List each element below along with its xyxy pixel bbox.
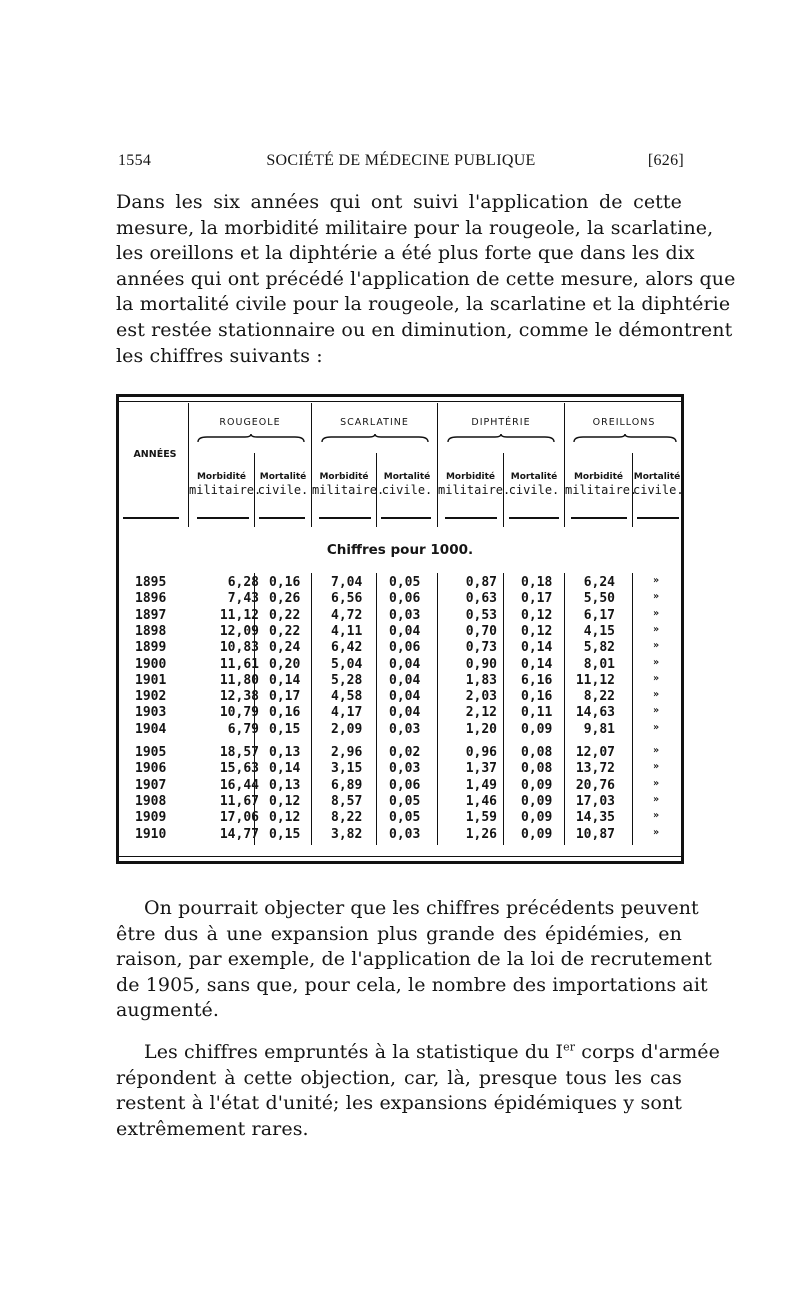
cell-scarlatine-mortalite: 0,06 bbox=[389, 777, 421, 793]
text-line: augmenté. bbox=[116, 999, 220, 1022]
cell-rougeole-morbidite: 11,61 bbox=[219, 656, 259, 672]
superscript: er bbox=[563, 1040, 576, 1054]
subheader-label: Mortalité bbox=[259, 472, 307, 482]
cell-oreillons-morbidite: 5,50 bbox=[583, 591, 615, 607]
subheader-label: Mortalité bbox=[633, 472, 681, 482]
cell-oreillons-mortalite: » bbox=[653, 640, 660, 652]
header-rule bbox=[197, 517, 249, 519]
group-header-diphterie: DIPHTÉRIE bbox=[471, 417, 531, 428]
paragraph-intro bbox=[116, 190, 736, 369]
cell-year: 1900 bbox=[135, 656, 167, 672]
cell-year: 1905 bbox=[135, 745, 167, 760]
cell-scarlatine-mortalite: 0,06 bbox=[389, 591, 421, 607]
table-unit-caption: Chiffres pour 1000. bbox=[326, 542, 474, 558]
cell-oreillons-morbidite: 11,12 bbox=[575, 672, 615, 688]
subheader-label: Morbidité bbox=[196, 472, 247, 482]
table-row bbox=[119, 640, 681, 656]
cell-diphterie-mortalite: 0,11 bbox=[521, 705, 553, 721]
cell-scarlatine-morbidite: 6,42 bbox=[331, 640, 363, 656]
cell-year: 1907 bbox=[135, 777, 167, 793]
cell-year: 1908 bbox=[135, 793, 167, 809]
cell-rougeole-morbidite: 15,63 bbox=[219, 761, 259, 777]
cell-scarlatine-morbidite: 4,11 bbox=[331, 623, 363, 639]
cell-oreillons-morbidite: 9,81 bbox=[583, 721, 615, 737]
text-fragment: corps d'armée bbox=[575, 1041, 720, 1063]
cell-scarlatine-mortalite: 0,02 bbox=[389, 745, 421, 760]
cell-oreillons-mortalite: » bbox=[653, 607, 660, 619]
cell-diphterie-mortalite: 0,16 bbox=[521, 689, 553, 705]
group-header-rougeole: ROUGEOLE bbox=[219, 417, 281, 428]
subheader-morbidite-diphterie bbox=[438, 471, 511, 497]
subheader-label: Morbidité bbox=[445, 472, 496, 482]
cell-oreillons-mortalite: » bbox=[653, 672, 660, 684]
cell-diphterie-morbidite: 1,26 bbox=[465, 826, 497, 842]
cell-scarlatine-mortalite: 0,03 bbox=[389, 607, 421, 623]
header-rule bbox=[509, 517, 559, 519]
running-title: SOCIÉTÉ DE MÉDECINE PUBLIQUE bbox=[266, 152, 536, 169]
cell-rougeole-mortalite: 0,24 bbox=[269, 640, 301, 656]
cell-scarlatine-morbidite: 4,58 bbox=[331, 689, 363, 705]
table-row bbox=[119, 778, 681, 794]
cell-oreillons-mortalite: » bbox=[653, 810, 660, 822]
subheader-label: Mortalité bbox=[383, 472, 431, 482]
text-line: raison, par exemple, de l'application de la loi de recrutement bbox=[116, 948, 712, 971]
header-rule bbox=[571, 517, 627, 519]
subheader-label: Morbidité bbox=[319, 472, 369, 482]
cell-oreillons-mortalite: » bbox=[653, 705, 660, 717]
cell-oreillons-morbidite: 12,07 bbox=[575, 745, 615, 760]
cell-rougeole-mortalite: 0,14 bbox=[269, 672, 301, 688]
cell-oreillons-mortalite: » bbox=[653, 689, 660, 701]
cell-oreillons-mortalite: » bbox=[653, 623, 660, 635]
cell-scarlatine-morbidite: 3,15 bbox=[331, 761, 363, 777]
header-rule bbox=[123, 517, 179, 519]
table-row bbox=[119, 827, 681, 843]
cell-scarlatine-morbidite: 2,09 bbox=[331, 721, 363, 737]
cell-oreillons-mortalite: » bbox=[653, 575, 660, 586]
cell-rougeole-morbidite: 12,38 bbox=[219, 689, 259, 705]
cell-oreillons-morbidite: 8,22 bbox=[583, 689, 615, 705]
cell-oreillons-morbidite: 14,35 bbox=[575, 810, 615, 826]
cell-diphterie-morbidite: 1,20 bbox=[465, 721, 497, 737]
cell-rougeole-mortalite: 0,26 bbox=[269, 591, 301, 607]
cell-rougeole-mortalite: 0,15 bbox=[269, 826, 301, 842]
cell-diphterie-mortalite: 0,12 bbox=[521, 607, 553, 623]
table-row bbox=[119, 705, 681, 721]
cell-scarlatine-morbidite: 4,72 bbox=[331, 607, 363, 623]
cell-scarlatine-mortalite: 0,03 bbox=[389, 826, 421, 842]
cell-scarlatine-morbidite: 6,89 bbox=[331, 777, 363, 793]
page-reference: [626] bbox=[647, 152, 684, 169]
cell-rougeole-mortalite: 0,13 bbox=[269, 745, 301, 760]
cell-scarlatine-mortalite: 0,03 bbox=[389, 761, 421, 777]
group-header-oreillons: OREILLONS bbox=[592, 417, 656, 428]
text-line: mesure, la morbidité militaire pour la rougeole, la scarlatine, bbox=[116, 216, 714, 239]
table-inner-bottom-rule bbox=[119, 856, 681, 857]
cell-diphterie-mortalite: 0,08 bbox=[521, 745, 553, 760]
cell-oreillons-mortalite: » bbox=[653, 761, 660, 773]
cell-year: 1899 bbox=[135, 640, 167, 656]
cell-oreillons-morbidite: 6,24 bbox=[583, 575, 615, 590]
cell-oreillons-morbidite: 17,03 bbox=[575, 793, 615, 809]
paragraph-response bbox=[116, 1040, 720, 1142]
cell-year: 1906 bbox=[135, 761, 167, 777]
cell-oreillons-morbidite: 4,15 bbox=[583, 623, 615, 639]
cell-oreillons-mortalite: » bbox=[653, 793, 660, 805]
cell-scarlatine-mortalite: 0,04 bbox=[389, 672, 421, 688]
text-line: On pourrait objecter que les chiffres précédents peuvent bbox=[144, 897, 699, 919]
cell-diphterie-morbidite: 0,63 bbox=[465, 591, 497, 607]
cell-oreillons-mortalite: » bbox=[653, 721, 660, 733]
header-rule bbox=[445, 517, 497, 519]
text-line: restent à l'état d'unité; les expansions épidémiques y sont bbox=[116, 1092, 682, 1115]
cell-scarlatine-mortalite: 0,06 bbox=[389, 640, 421, 656]
cell-year: 1902 bbox=[135, 689, 167, 705]
cell-year: 1898 bbox=[135, 623, 167, 639]
subheader-morbidite-rougeole bbox=[189, 471, 262, 497]
text-line: être dus à une expansion plus grande des épidémies, en bbox=[116, 922, 682, 945]
cell-diphterie-mortalite: 0,09 bbox=[521, 721, 553, 737]
header-rule bbox=[637, 517, 679, 519]
cell-rougeole-morbidite: 11,80 bbox=[219, 672, 259, 688]
subheader-label: militaire. bbox=[312, 483, 385, 497]
cell-scarlatine-mortalite: 0,04 bbox=[389, 656, 421, 672]
cell-diphterie-mortalite: 0,09 bbox=[521, 826, 553, 842]
cell-rougeole-morbidite: 10,79 bbox=[219, 705, 259, 721]
subheader-mortalite-rougeole bbox=[255, 471, 311, 497]
cell-rougeole-morbidite: 18,57 bbox=[219, 745, 259, 760]
cell-rougeole-mortalite: 0,15 bbox=[269, 721, 301, 737]
cell-rougeole-mortalite: 0,17 bbox=[269, 689, 301, 705]
subheader-label: Morbidité bbox=[573, 472, 624, 482]
cell-year: 1895 bbox=[135, 575, 167, 590]
table-row bbox=[119, 745, 681, 761]
cell-year: 1897 bbox=[135, 607, 167, 623]
cell-rougeole-mortalite: 0,12 bbox=[269, 793, 301, 809]
cell-scarlatine-morbidite: 8,57 bbox=[331, 793, 363, 809]
cell-diphterie-mortalite: 0,12 bbox=[521, 623, 553, 639]
cell-rougeole-morbidite: 16,44 bbox=[219, 777, 259, 793]
subheader-label: civile. bbox=[381, 483, 433, 497]
cell-oreillons-mortalite: » bbox=[653, 745, 660, 756]
cell-scarlatine-morbidite: 3,82 bbox=[331, 826, 363, 842]
text-line: Dans les six années qui ont suivi l'application de cette bbox=[116, 191, 682, 213]
cell-rougeole-morbidite: 11,67 bbox=[219, 793, 259, 809]
cell-diphterie-mortalite: 0,18 bbox=[521, 575, 553, 590]
brace-icon bbox=[321, 433, 429, 443]
text-line: années qui ont précédé l'application de cette mesure, alors que bbox=[116, 267, 736, 290]
cell-rougeole-mortalite: 0,22 bbox=[269, 607, 301, 623]
table-row bbox=[119, 794, 681, 810]
cell-diphterie-mortalite: 0,14 bbox=[521, 640, 553, 656]
header-rule bbox=[259, 517, 305, 519]
cell-scarlatine-mortalite: 0,05 bbox=[389, 793, 421, 809]
cell-rougeole-morbidite: 6,79 bbox=[227, 721, 259, 737]
cell-diphterie-morbidite: 0,96 bbox=[465, 745, 497, 760]
cell-diphterie-mortalite: 0,14 bbox=[521, 656, 553, 672]
table-inner-top-rule bbox=[119, 401, 681, 402]
table-row bbox=[119, 722, 681, 738]
cell-year: 1910 bbox=[135, 826, 167, 842]
cell-rougeole-morbidite: 17,06 bbox=[219, 810, 259, 826]
text-fragment: Les chiffres empruntés à la statistique du I bbox=[144, 1041, 564, 1063]
cell-diphterie-mortalite: 6,16 bbox=[521, 672, 553, 688]
cell-scarlatine-morbidite: 5,28 bbox=[331, 672, 363, 688]
cell-rougeole-mortalite: 0,12 bbox=[269, 810, 301, 826]
subheader-label: militaire. bbox=[438, 483, 511, 497]
table-row bbox=[119, 689, 681, 705]
subheader-label: civile. bbox=[633, 483, 684, 497]
cell-oreillons-morbidite: 14,63 bbox=[575, 705, 615, 721]
cell-rougeole-mortalite: 0,14 bbox=[269, 761, 301, 777]
cell-oreillons-mortalite: » bbox=[653, 777, 660, 789]
cell-diphterie-morbidite: 0,53 bbox=[465, 607, 497, 623]
cell-rougeole-morbidite: 6,28 bbox=[227, 575, 259, 590]
table-row bbox=[119, 624, 681, 640]
subheader-label: civile. bbox=[508, 483, 560, 497]
subheader-label: militaire. bbox=[565, 483, 638, 497]
cell-scarlatine-morbidite: 4,17 bbox=[331, 705, 363, 721]
cell-oreillons-mortalite: » bbox=[653, 826, 660, 838]
cell-diphterie-morbidite: 1,37 bbox=[465, 761, 497, 777]
cell-scarlatine-mortalite: 0,04 bbox=[389, 689, 421, 705]
subheader-morbidite-oreillons bbox=[565, 471, 638, 497]
cell-scarlatine-morbidite: 2,96 bbox=[331, 745, 363, 760]
table-row bbox=[119, 591, 681, 607]
cell-year: 1903 bbox=[135, 705, 167, 721]
cell-rougeole-mortalite: 0,20 bbox=[269, 656, 301, 672]
cell-diphterie-mortalite: 0,09 bbox=[521, 793, 553, 809]
cell-rougeole-morbidite: 7,43 bbox=[227, 591, 259, 607]
paragraph-objection bbox=[116, 896, 712, 1024]
text-line: les oreillons et la diphtérie a été plus forte que dans les dix bbox=[116, 242, 695, 265]
cell-oreillons-morbidite: 20,76 bbox=[575, 777, 615, 793]
cell-scarlatine-mortalite: 0,04 bbox=[389, 623, 421, 639]
cell-oreillons-morbidite: 5,82 bbox=[583, 640, 615, 656]
cell-diphterie-morbidite: 2,12 bbox=[465, 705, 497, 721]
text-line: de 1905, sans que, pour cela, le nombre des importations ait bbox=[116, 973, 708, 996]
cell-rougeole-morbidite: 10,83 bbox=[219, 640, 259, 656]
cell-diphterie-morbidite: 1,46 bbox=[465, 793, 497, 809]
running-head bbox=[118, 152, 684, 176]
table-row bbox=[119, 575, 681, 591]
cell-diphterie-morbidite: 1,59 bbox=[465, 810, 497, 826]
cell-oreillons-morbidite: 8,01 bbox=[583, 656, 615, 672]
text-line: la mortalité civile pour la rougeole, la scarlatine et la diphtérie bbox=[116, 293, 731, 316]
cell-diphterie-morbidite: 1,49 bbox=[465, 777, 497, 793]
cell-diphterie-morbidite: 0,70 bbox=[465, 623, 497, 639]
text-line bbox=[116, 1040, 720, 1066]
cell-diphterie-mortalite: 0,09 bbox=[521, 810, 553, 826]
cell-year: 1901 bbox=[135, 672, 167, 688]
cell-oreillons-morbidite: 6,17 bbox=[583, 607, 615, 623]
cell-rougeole-morbidite: 14,77 bbox=[219, 826, 259, 842]
cell-rougeole-morbidite: 11,12 bbox=[219, 607, 259, 623]
page-number: 1554 bbox=[118, 152, 152, 169]
text-line: extrêmement rares. bbox=[116, 1117, 309, 1140]
cell-scarlatine-mortalite: 0,05 bbox=[389, 810, 421, 826]
cell-rougeole-mortalite: 0,13 bbox=[269, 777, 301, 793]
statistics-table bbox=[116, 394, 684, 864]
brace-icon bbox=[573, 433, 677, 443]
cell-scarlatine-morbidite: 7,04 bbox=[331, 575, 363, 590]
subheader-label: civile. bbox=[257, 483, 309, 497]
text-line: les chiffres suivants : bbox=[116, 344, 323, 367]
subheader-label: Mortalité bbox=[510, 472, 558, 482]
header-rule bbox=[381, 517, 431, 519]
subheader-mortalite-scarlatine bbox=[377, 471, 437, 497]
cell-diphterie-morbidite: 0,73 bbox=[465, 640, 497, 656]
subheader-mortalite-oreillons bbox=[633, 471, 684, 497]
brace-icon bbox=[197, 433, 305, 443]
cell-scarlatine-morbidite: 6,56 bbox=[331, 591, 363, 607]
brace-icon bbox=[447, 433, 555, 443]
cell-scarlatine-mortalite: 0,04 bbox=[389, 705, 421, 721]
cell-rougeole-mortalite: 0,22 bbox=[269, 623, 301, 639]
table-row bbox=[119, 810, 681, 826]
cell-rougeole-mortalite: 0,16 bbox=[269, 575, 301, 590]
subheader-label: militaire. bbox=[189, 483, 262, 497]
cell-year: 1904 bbox=[135, 721, 167, 737]
cell-scarlatine-mortalite: 0,03 bbox=[389, 721, 421, 737]
row-header-annees: ANNÉES bbox=[133, 449, 177, 460]
cell-oreillons-mortalite: » bbox=[653, 591, 660, 603]
cell-rougeole-mortalite: 0,16 bbox=[269, 705, 301, 721]
table-row bbox=[119, 761, 681, 777]
text-line: répondent à cette objection, car, là, presque tous les cas bbox=[116, 1066, 682, 1089]
cell-year: 1909 bbox=[135, 810, 167, 826]
cell-scarlatine-mortalite: 0,05 bbox=[389, 575, 421, 590]
cell-scarlatine-morbidite: 5,04 bbox=[331, 656, 363, 672]
subheader-mortalite-diphterie bbox=[504, 471, 564, 497]
table-row bbox=[119, 608, 681, 624]
subheader-morbidite-scarlatine bbox=[312, 471, 385, 497]
text-line: est restée stationnaire ou en diminution, comme le démontrent bbox=[116, 318, 733, 341]
header-rule bbox=[319, 517, 371, 519]
cell-oreillons-mortalite: » bbox=[653, 656, 660, 668]
group-header-scarlatine: SCARLATINE bbox=[340, 417, 409, 428]
cell-scarlatine-morbidite: 8,22 bbox=[331, 810, 363, 826]
cell-rougeole-morbidite: 12,09 bbox=[219, 623, 259, 639]
cell-diphterie-morbidite: 2,03 bbox=[465, 689, 497, 705]
cell-oreillons-morbidite: 10,87 bbox=[575, 826, 615, 842]
table-row bbox=[119, 657, 681, 673]
cell-oreillons-morbidite: 13,72 bbox=[575, 761, 615, 777]
cell-diphterie-mortalite: 0,17 bbox=[521, 591, 553, 607]
table-row bbox=[119, 673, 681, 689]
cell-diphterie-morbidite: 1,83 bbox=[465, 672, 497, 688]
cell-diphterie-morbidite: 0,87 bbox=[465, 575, 497, 590]
cell-diphterie-morbidite: 0,90 bbox=[465, 656, 497, 672]
cell-diphterie-mortalite: 0,09 bbox=[521, 777, 553, 793]
cell-diphterie-mortalite: 0,08 bbox=[521, 761, 553, 777]
cell-year: 1896 bbox=[135, 591, 167, 607]
